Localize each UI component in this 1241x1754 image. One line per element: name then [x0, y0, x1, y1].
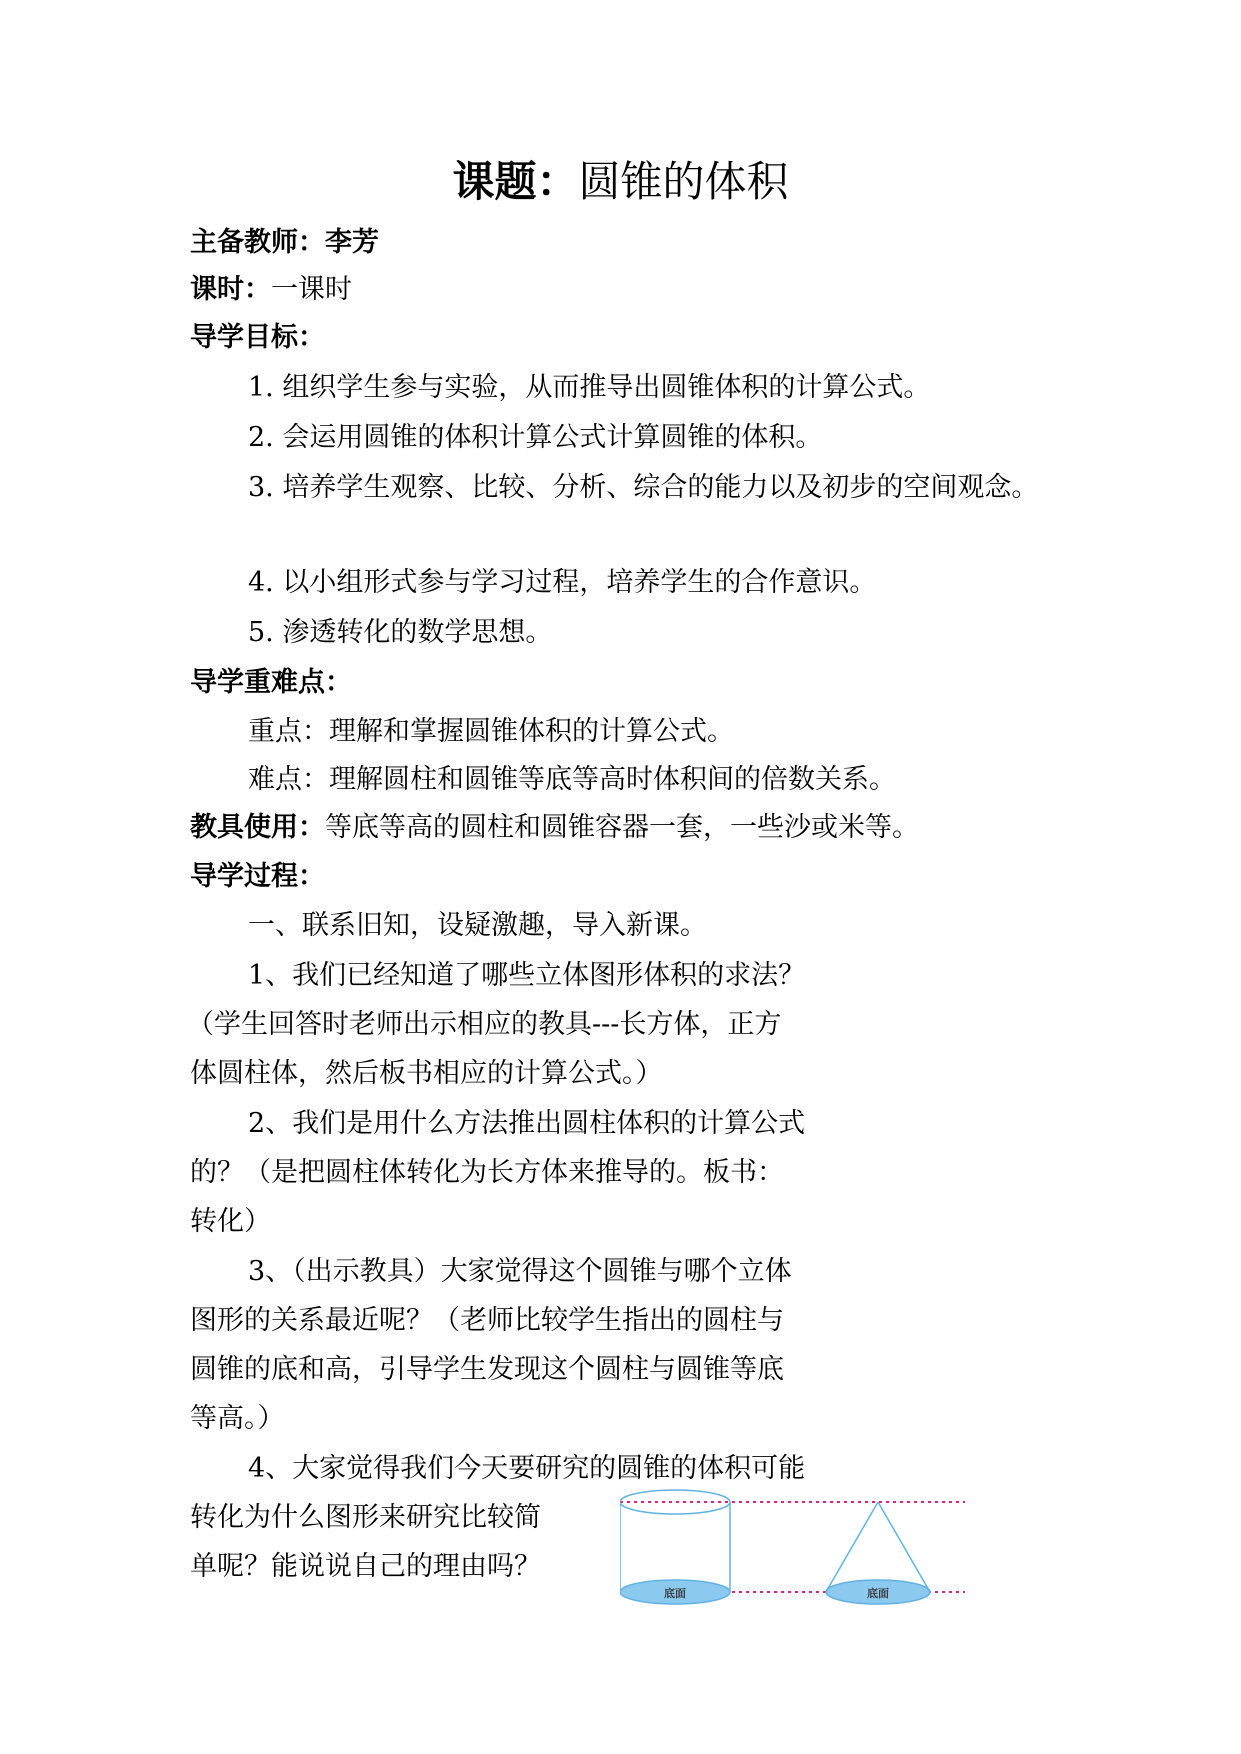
question-1-line: 1、我们已经知道了哪些立体图形体积的求法？: [248, 960, 806, 991]
objective-item: 3. 培养学生观察、比较、分析、综合的能力以及初步的空间观念。: [248, 472, 1039, 503]
objective-item: 1. 组织学生参与实验，从而推导出圆锥体积的计算公式。: [248, 372, 931, 403]
question-3-line: 圆锥的底和高，引导学生发现这个圆柱与圆锥等底: [190, 1354, 784, 1385]
cone-shape: [826, 1502, 930, 1604]
tools-value: 等底等高的圆柱和圆锥容器一套，一些沙或米等。: [325, 812, 919, 843]
tools-line: [190, 808, 919, 848]
teacher-label: 主备教师：: [190, 227, 325, 258]
cone-base-label: 底面: [867, 1587, 889, 1600]
teacher-line: [190, 223, 379, 263]
period-label: 课时：: [190, 274, 271, 305]
key-points-heading: 导学重难点：: [190, 667, 352, 698]
process-section-title: 一、联系旧知，设疑激趣，导入新课。: [248, 910, 707, 941]
key-point-difficulty: 难点：理解圆柱和圆锥等底等高时体积间的倍数关系。: [248, 764, 896, 795]
objective-item: 5. 渗透转化的数学思想。: [248, 617, 553, 648]
question-1-line: （学生回答时老师出示相应的教具---长方体，正方: [187, 1009, 782, 1040]
process-heading: 导学过程：: [190, 861, 325, 892]
period-line: [190, 270, 352, 310]
question-4-line: 单呢？能说说自己的理由吗？: [190, 1551, 541, 1582]
question-2-line: 转化）: [190, 1206, 271, 1237]
question-3-line: 图形的关系最近呢？（老师比较学生指出的圆柱与: [190, 1305, 784, 1336]
objective-item: 4. 以小组形式参与学习过程，培养学生的合作意识。: [248, 567, 877, 598]
period-value: 一课时: [271, 274, 352, 305]
key-point-focus: 重点：理解和掌握圆锥体积的计算公式。: [248, 716, 734, 747]
tools-label: 教具使用：: [190, 812, 325, 843]
question-3-line: 等高。）: [190, 1403, 285, 1434]
cylinder-base-label: 底面: [664, 1587, 686, 1600]
page-title: [0, 152, 1241, 212]
question-4-line: 转化为什么图形来研究比较简: [190, 1502, 541, 1533]
teacher-value: 李芳: [325, 227, 379, 258]
objective-item: 2. 会运用圆锥的体积计算公式计算圆锥的体积。: [248, 422, 823, 453]
question-2-line: 的？（是把圆柱体转化为长方体来推导的。板书：: [190, 1157, 784, 1188]
question-4-line: 4、大家觉得我们今天要研究的圆锥的体积可能: [248, 1453, 806, 1484]
cylinder-cone-figure: [620, 1478, 970, 1618]
cylinder-shape: [620, 1490, 730, 1604]
question-2-line: 2、我们是用什么方法推出圆柱体积的计算公式: [248, 1108, 806, 1139]
title-label: 课题：: [452, 157, 579, 206]
question-3-line: 3、（出示教具）大家觉得这个圆锥与哪个立体: [248, 1256, 792, 1287]
objectives-heading: 导学目标：: [190, 322, 325, 353]
title-text: 圆锥的体积: [578, 157, 789, 206]
question-1-line: 体圆柱体，然后板书相应的计算公式。）: [190, 1058, 663, 1089]
